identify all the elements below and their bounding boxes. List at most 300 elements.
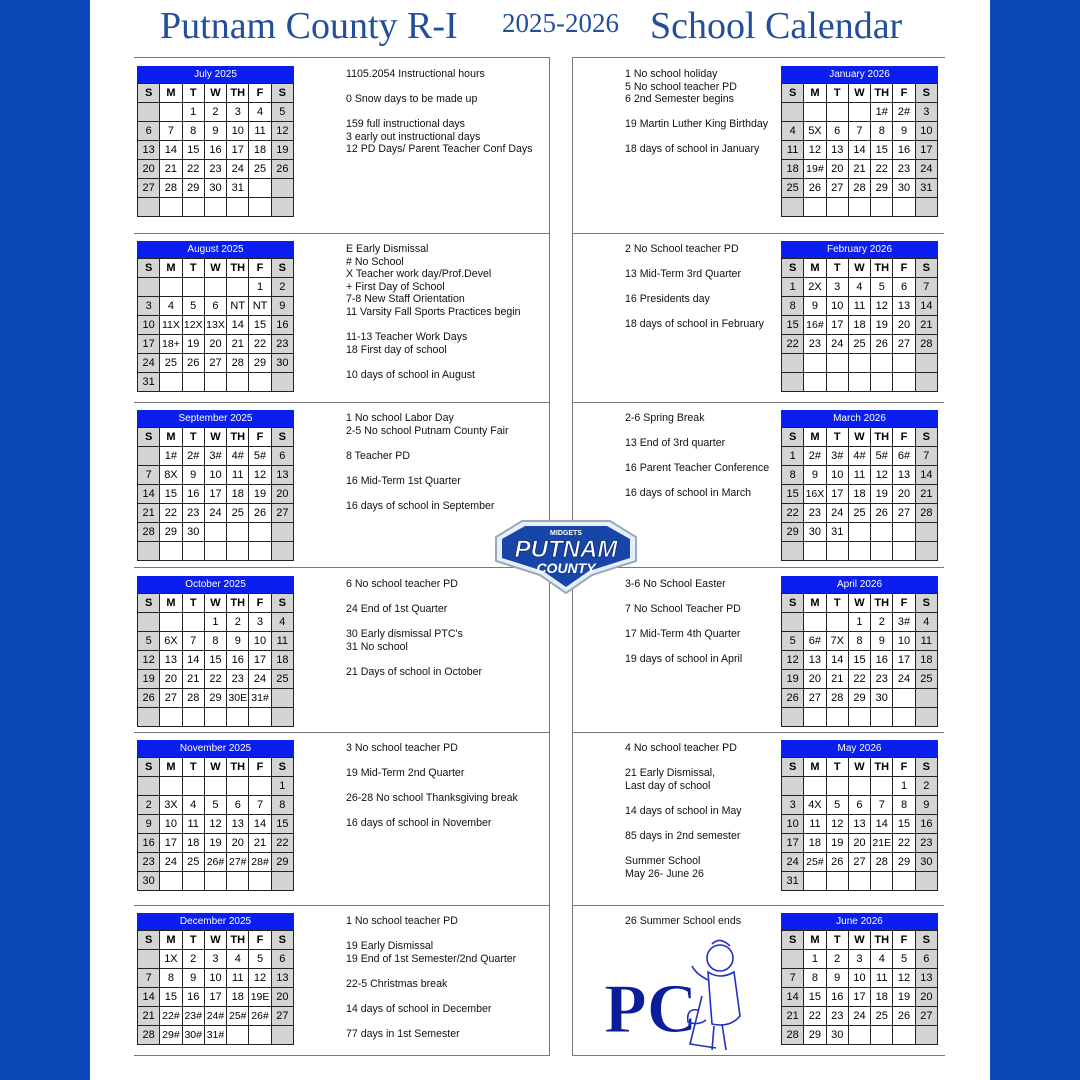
- day-cell: 4: [915, 613, 937, 632]
- day-cell: 27: [915, 1007, 937, 1026]
- month-header: June 2026: [781, 913, 938, 930]
- day-cell: 26: [871, 504, 893, 523]
- weekday-header-row: [782, 84, 938, 103]
- note-line: 16 Presidents day: [625, 293, 710, 306]
- month-header: April 2026: [781, 576, 938, 593]
- day-cell: 19: [871, 485, 893, 504]
- day-cell: 1: [893, 777, 915, 796]
- day-cell: [138, 708, 160, 727]
- day-cell: 20: [138, 160, 160, 179]
- day-cell: 3#: [826, 447, 848, 466]
- day-cell: 24: [227, 160, 249, 179]
- day-cell: 23: [182, 504, 204, 523]
- day-cell: 12: [804, 141, 826, 160]
- week-row: [782, 504, 938, 523]
- day-cell: 10: [826, 466, 848, 485]
- day-cell: [182, 613, 204, 632]
- note-gap: [346, 437, 509, 450]
- day-cell: [826, 872, 848, 891]
- day-cell: 17: [249, 651, 271, 670]
- school-year: 2025-2026: [502, 8, 619, 38]
- day-cell: 15: [271, 815, 293, 834]
- day-cell: 28: [848, 179, 870, 198]
- weekday-label: T: [182, 758, 204, 777]
- weekday-header-row: [138, 594, 294, 613]
- week-row: [782, 466, 938, 485]
- day-cell: 3: [848, 950, 870, 969]
- day-cell: 1#: [160, 447, 182, 466]
- day-cell: 30: [204, 179, 226, 198]
- day-cell: 21: [915, 316, 937, 335]
- note-line: 31 No school: [346, 640, 408, 653]
- day-cell: 17: [915, 141, 937, 160]
- day-cell: 29#: [160, 1026, 182, 1045]
- week-row: [138, 316, 294, 335]
- day-cell: 26: [826, 853, 848, 872]
- day-cell: 14: [160, 141, 182, 160]
- weekday-label: W: [848, 428, 870, 447]
- day-cell: 28: [182, 689, 204, 708]
- day-cell: [227, 542, 249, 561]
- day-cell: 12: [826, 815, 848, 834]
- month-grid: [781, 593, 938, 727]
- weekday-label: S: [782, 84, 804, 103]
- note-line: 77 days in 1st Semester: [346, 1027, 460, 1040]
- day-cell: 2: [227, 613, 249, 632]
- note-line: 4 No school teacher PD: [625, 742, 737, 754]
- note-line: 3-6 No School Easter: [625, 578, 726, 590]
- day-cell: 10: [160, 815, 182, 834]
- day-cell: 5X: [804, 122, 826, 141]
- day-cell: 9: [204, 122, 226, 141]
- day-cell: 14: [138, 988, 160, 1007]
- week-row: [138, 651, 294, 670]
- note-gap: [346, 928, 516, 941]
- note-gap: [346, 965, 516, 978]
- weekday-label: TH: [871, 84, 893, 103]
- note-line: 16 days of school in November: [346, 817, 492, 830]
- week-row: [782, 179, 938, 198]
- day-cell: 24: [848, 1007, 870, 1026]
- day-cell: 21: [782, 1007, 804, 1026]
- day-cell: 24: [826, 504, 848, 523]
- note-gap: [346, 990, 516, 1003]
- note-gap: [346, 462, 509, 475]
- note-gap: [346, 356, 520, 369]
- note-line: 1 No school holiday: [625, 68, 718, 80]
- day-cell: 28: [138, 1026, 160, 1045]
- logo-line2: COUNTY: [536, 560, 596, 576]
- day-cell: 7: [915, 447, 937, 466]
- day-cell: 28: [915, 504, 937, 523]
- note-gap: [346, 591, 482, 604]
- day-cell: 5: [249, 950, 271, 969]
- section-divider: [134, 732, 549, 733]
- day-cell: 30#: [182, 1026, 204, 1045]
- weekday-label: S: [782, 594, 804, 613]
- week-row: [782, 122, 938, 141]
- day-cell: 26: [782, 689, 804, 708]
- weekday-header-row: [782, 594, 938, 613]
- note-gap: [625, 842, 742, 855]
- note-gap: [346, 805, 518, 818]
- week-row: [138, 335, 294, 354]
- calendar-title: School Calendar: [650, 5, 903, 47]
- day-cell: 24: [160, 853, 182, 872]
- weekday-label: S: [915, 931, 937, 950]
- week-row: [782, 708, 938, 727]
- week-row: [782, 316, 938, 335]
- note-line: 85 days in 2nd semester: [625, 829, 741, 842]
- day-cell: 6: [271, 447, 293, 466]
- day-cell: 8: [804, 969, 826, 988]
- day-cell: 15: [782, 485, 804, 504]
- day-cell: 16: [271, 316, 293, 335]
- day-cell: 21: [182, 670, 204, 689]
- day-cell: [893, 689, 915, 708]
- weekday-label: M: [160, 758, 182, 777]
- day-cell: [160, 613, 182, 632]
- note-line: 5 No school teacher PD: [625, 80, 737, 93]
- day-cell: 10: [249, 632, 271, 651]
- day-cell: 19: [204, 834, 226, 853]
- month-header: May 2026: [781, 740, 938, 757]
- month-grid: [781, 83, 938, 217]
- day-cell: 29: [893, 853, 915, 872]
- day-cell: 24: [782, 853, 804, 872]
- week-row: [138, 354, 294, 373]
- day-cell: 18: [249, 141, 271, 160]
- day-cell: 12: [871, 466, 893, 485]
- day-cell: 30: [182, 523, 204, 542]
- note-line: 8 Teacher PD: [346, 449, 410, 462]
- weekday-label: F: [249, 931, 271, 950]
- weekday-label: S: [915, 259, 937, 278]
- day-cell: 6: [915, 950, 937, 969]
- day-cell: [249, 523, 271, 542]
- weekday-label: S: [782, 931, 804, 950]
- day-cell: 11: [182, 815, 204, 834]
- weekday-label: F: [249, 758, 271, 777]
- weekday-label: W: [204, 259, 226, 278]
- section-divider: [572, 905, 944, 906]
- day-cell: [227, 872, 249, 891]
- day-cell: [915, 198, 937, 217]
- week-row: [138, 815, 294, 834]
- day-cell: 15: [871, 141, 893, 160]
- day-cell: 11: [227, 969, 249, 988]
- day-cell: [782, 198, 804, 217]
- day-cell: [249, 1026, 271, 1045]
- day-cell: [271, 872, 293, 891]
- weekday-label: F: [893, 594, 915, 613]
- note-gap: [625, 306, 764, 319]
- day-cell: 9: [893, 122, 915, 141]
- note-line: 16 days of school in March: [625, 487, 752, 500]
- day-cell: 10: [848, 969, 870, 988]
- weekday-label: T: [826, 931, 848, 950]
- day-cell: [848, 777, 870, 796]
- note-line: 10 days of school in August: [346, 368, 475, 381]
- day-cell: 17: [138, 335, 160, 354]
- day-cell: 21: [227, 335, 249, 354]
- day-cell: 27: [893, 335, 915, 354]
- day-cell: 14: [782, 988, 804, 1007]
- note-line: 11 Varsity Fall Sports Practices begin: [346, 305, 521, 318]
- day-cell: 16: [204, 141, 226, 160]
- weekday-label: W: [204, 84, 226, 103]
- day-cell: [826, 354, 848, 373]
- weekday-label: F: [249, 259, 271, 278]
- week-row: [138, 523, 294, 542]
- day-cell: 6: [848, 796, 870, 815]
- pc-letters: PC: [604, 971, 698, 1048]
- note-line: 2-5 No school Putnam County Fair: [346, 424, 509, 437]
- month-notes: [625, 915, 741, 928]
- week-row: [782, 777, 938, 796]
- week-row: [138, 504, 294, 523]
- weekday-label: S: [915, 758, 937, 777]
- day-cell: 31: [227, 179, 249, 198]
- day-cell: 18: [804, 834, 826, 853]
- day-cell: [204, 708, 226, 727]
- note-line: 0 Snow days to be made up: [346, 93, 478, 106]
- day-cell: 3: [915, 103, 937, 122]
- month-grid: [137, 930, 294, 1045]
- weekday-label: TH: [871, 428, 893, 447]
- note-gap: [346, 106, 532, 119]
- note-line: 19 Early Dismissal: [346, 940, 434, 953]
- weekday-header-row: [782, 758, 938, 777]
- weekday-label: M: [804, 259, 826, 278]
- day-cell: [271, 542, 293, 561]
- day-cell: 25: [160, 354, 182, 373]
- day-cell: 7: [915, 278, 937, 297]
- weekday-label: TH: [227, 758, 249, 777]
- day-cell: [782, 373, 804, 392]
- day-cell: 1: [204, 613, 226, 632]
- month-grid: [137, 757, 294, 891]
- day-cell: 12: [782, 651, 804, 670]
- week-row: [782, 335, 938, 354]
- day-cell: 25#: [804, 853, 826, 872]
- note-line: 13 End of 3rd quarter: [625, 437, 726, 450]
- note-line: 7-8 New Staff Orientation: [346, 293, 465, 306]
- weekday-label: T: [826, 758, 848, 777]
- day-cell: [848, 373, 870, 392]
- weekday-label: S: [138, 758, 160, 777]
- day-cell: [271, 179, 293, 198]
- month-notes: [346, 412, 509, 512]
- day-cell: [204, 542, 226, 561]
- note-gap: [625, 131, 768, 144]
- day-cell: [138, 777, 160, 796]
- month-calendar: [137, 740, 294, 891]
- day-cell: 6: [227, 796, 249, 815]
- day-cell: 16X: [804, 485, 826, 504]
- day-cell: 18: [915, 651, 937, 670]
- day-cell: 4: [249, 103, 271, 122]
- day-cell: 8: [204, 632, 226, 651]
- week-row: [138, 160, 294, 179]
- weekday-label: W: [848, 84, 870, 103]
- weekday-label: W: [848, 758, 870, 777]
- week-row: [782, 278, 938, 297]
- day-cell: 23: [227, 670, 249, 689]
- day-cell: 6X: [160, 632, 182, 651]
- day-cell: 22: [182, 160, 204, 179]
- note-line: 16 Mid-Term 1st Quarter: [346, 474, 461, 487]
- day-cell: 9: [826, 969, 848, 988]
- day-cell: 23: [271, 335, 293, 354]
- day-cell: 24: [138, 354, 160, 373]
- day-cell: 15: [204, 651, 226, 670]
- day-cell: 14: [249, 815, 271, 834]
- weekday-label: F: [893, 84, 915, 103]
- weekday-label: T: [826, 594, 848, 613]
- day-cell: 6#: [804, 632, 826, 651]
- day-cell: 28: [782, 1026, 804, 1045]
- day-cell: 2X: [804, 278, 826, 297]
- day-cell: 5: [826, 796, 848, 815]
- day-cell: [227, 198, 249, 217]
- day-cell: 27#: [227, 853, 249, 872]
- week-row: [782, 689, 938, 708]
- weekday-label: M: [160, 259, 182, 278]
- weekday-label: W: [204, 758, 226, 777]
- day-cell: 1: [182, 103, 204, 122]
- weekday-label: F: [893, 428, 915, 447]
- note-gap: [625, 591, 742, 604]
- week-row: [138, 466, 294, 485]
- day-cell: [893, 708, 915, 727]
- day-cell: 22: [782, 504, 804, 523]
- month-calendar: [137, 410, 294, 561]
- day-cell: 13: [826, 141, 848, 160]
- day-cell: 21: [160, 160, 182, 179]
- week-row: [138, 613, 294, 632]
- note-line: 24 End of 1st Quarter: [346, 603, 448, 616]
- section-divider: [134, 905, 549, 906]
- day-cell: 14: [848, 141, 870, 160]
- day-cell: 1: [804, 950, 826, 969]
- note-line: 18 days of school in February: [625, 318, 764, 331]
- day-cell: [893, 198, 915, 217]
- day-cell: 16: [893, 141, 915, 160]
- day-cell: 19: [271, 141, 293, 160]
- day-cell: 15: [782, 316, 804, 335]
- month-header: July 2025: [137, 66, 294, 83]
- weekday-label: M: [804, 428, 826, 447]
- weekday-label: T: [826, 428, 848, 447]
- week-row: [138, 373, 294, 392]
- weekday-label: M: [804, 758, 826, 777]
- day-cell: 18: [848, 316, 870, 335]
- day-cell: 4: [227, 950, 249, 969]
- month-notes: [625, 578, 742, 666]
- week-row: [782, 198, 938, 217]
- day-cell: 18: [227, 485, 249, 504]
- day-cell: 24: [893, 670, 915, 689]
- day-cell: [204, 373, 226, 392]
- day-cell: [204, 523, 226, 542]
- day-cell: [138, 278, 160, 297]
- day-cell: 29: [782, 523, 804, 542]
- day-cell: [826, 777, 848, 796]
- month-notes: [346, 68, 532, 156]
- day-cell: 23: [915, 834, 937, 853]
- weekday-label: T: [182, 84, 204, 103]
- day-cell: [915, 708, 937, 727]
- day-cell: [271, 708, 293, 727]
- weekday-label: F: [893, 259, 915, 278]
- week-row: [782, 523, 938, 542]
- day-cell: 27: [204, 354, 226, 373]
- day-cell: [160, 872, 182, 891]
- day-cell: 1: [271, 777, 293, 796]
- week-row: [782, 613, 938, 632]
- day-cell: 22: [160, 504, 182, 523]
- week-row: [782, 988, 938, 1007]
- day-cell: 13: [893, 466, 915, 485]
- day-cell: 14: [826, 651, 848, 670]
- day-cell: 8: [271, 796, 293, 815]
- day-cell: 2: [826, 950, 848, 969]
- day-cell: [227, 708, 249, 727]
- weekday-label: F: [893, 931, 915, 950]
- day-cell: [871, 542, 893, 561]
- day-cell: 16: [138, 834, 160, 853]
- day-cell: 8X: [160, 466, 182, 485]
- day-cell: 31: [826, 523, 848, 542]
- weekday-label: TH: [227, 84, 249, 103]
- day-cell: [782, 708, 804, 727]
- day-cell: [848, 103, 870, 122]
- day-cell: 28#: [249, 853, 271, 872]
- day-cell: 28: [871, 853, 893, 872]
- month-header: December 2025: [137, 913, 294, 930]
- day-cell: 1: [848, 613, 870, 632]
- section-divider: [134, 567, 549, 568]
- logo-small-text: MIDGETS: [550, 530, 582, 537]
- section-divider: [572, 732, 944, 733]
- day-cell: [893, 542, 915, 561]
- month-header: February 2026: [781, 241, 938, 258]
- week-row: [138, 542, 294, 561]
- month-notes: [625, 742, 742, 880]
- week-row: [138, 1026, 294, 1045]
- day-cell: 21: [249, 834, 271, 853]
- day-cell: 26: [249, 504, 271, 523]
- section-divider: [134, 402, 549, 403]
- note-line: 17 Mid-Term 4th Quarter: [625, 628, 741, 641]
- day-cell: 19: [893, 988, 915, 1007]
- month-grid: [781, 258, 938, 392]
- day-cell: 11: [271, 632, 293, 651]
- day-cell: [138, 542, 160, 561]
- day-cell: 24#: [204, 1007, 226, 1026]
- week-row: [138, 103, 294, 122]
- weekday-label: S: [138, 594, 160, 613]
- day-cell: 7: [249, 796, 271, 815]
- day-cell: 4#: [227, 447, 249, 466]
- day-cell: [826, 613, 848, 632]
- day-cell: 23: [204, 160, 226, 179]
- weekday-label: S: [782, 259, 804, 278]
- day-cell: 8: [182, 122, 204, 141]
- weekday-header-row: [782, 428, 938, 447]
- day-cell: 18: [848, 485, 870, 504]
